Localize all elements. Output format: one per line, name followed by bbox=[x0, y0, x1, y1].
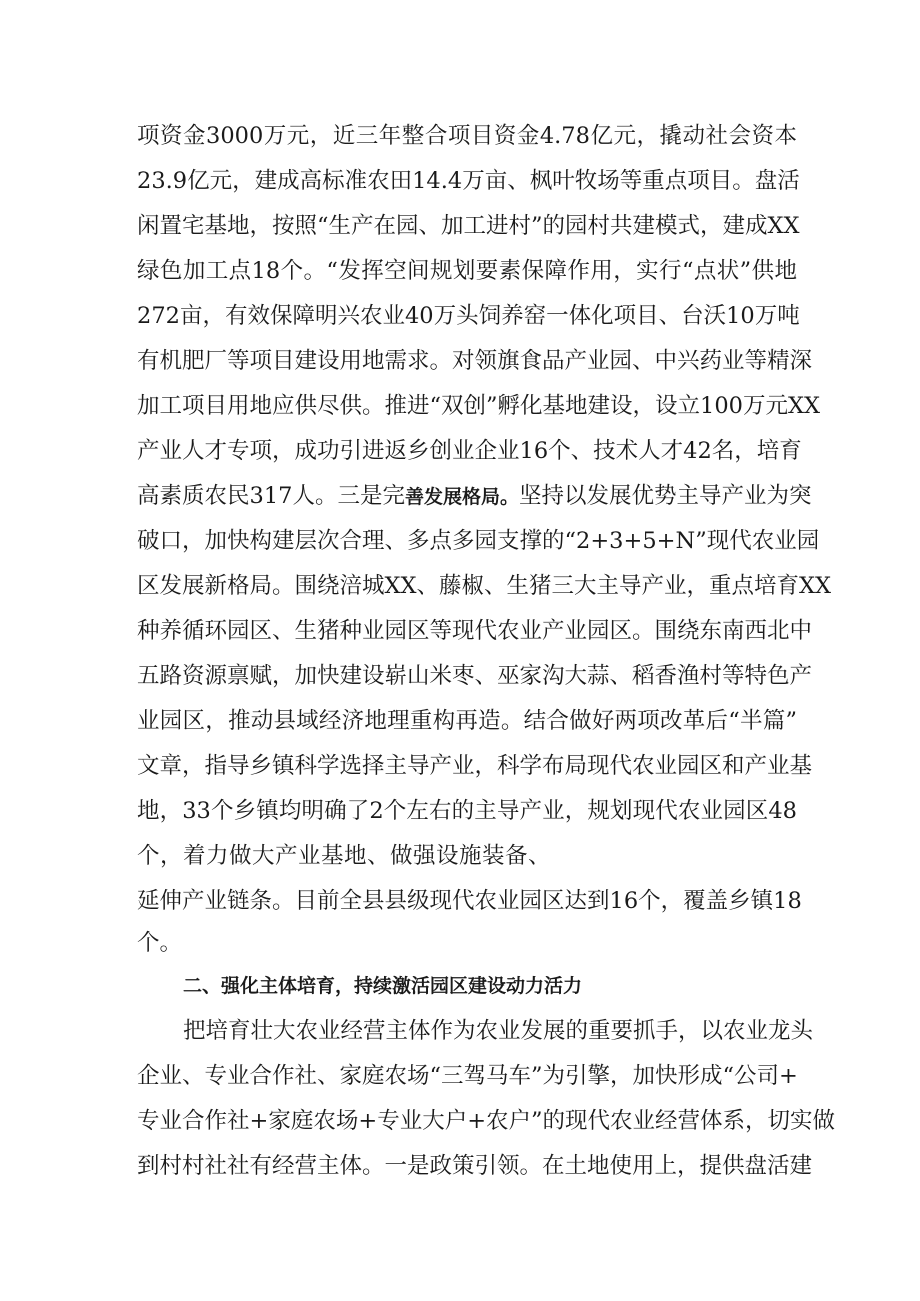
paragraph-line: 企业、专业合作社、家庭农场“三驾马车”为引擎，加快形成“公司+ bbox=[137, 1063, 798, 1089]
paragraph-line: 地，33个乡镇均明确了2个左右的主导产业，规划现代农业园区48 bbox=[137, 798, 797, 824]
paragraph-line: 文章，指导乡镇科学选择主导产业，科学布局现代农业园区和产业基 bbox=[137, 753, 813, 779]
paragraph-line: 延伸产业链条。目前全县县级现代农业园区达到16个，覆盖乡镇18 bbox=[137, 888, 802, 914]
paragraph-line: 加工项目用地应供尽供。推进“双创”孵化基地建设，设立100万元XX bbox=[137, 393, 820, 419]
paragraph-line: 破口，加快构建层次合理、多点多园支撑的“2+3+5+N”现代农业园 bbox=[137, 528, 820, 554]
paragraph-line: 闲置宅基地，按照“生产在园、加工进村”的园村共建模式，建成XX bbox=[137, 213, 800, 239]
paragraph-first-line: 把培育壮大农业经营主体作为农业发展的重要抓手，以农业龙头 bbox=[183, 1018, 814, 1044]
section-heading: 二、强化主体培育，持续激活园区建设动力活力 bbox=[183, 975, 583, 997]
paragraph-line: 个，着力做大产业基地、做强设施装备、 bbox=[137, 843, 552, 869]
paragraph-line: 区发展新格局。围绕涪城XX、藤椒、生猪三大主导产业，重点培育XX bbox=[137, 573, 832, 599]
paragraph-line: 产业人才专项，成功引进返乡创业企业16个、技术人才42名，培育 bbox=[137, 438, 802, 464]
text-run: 坚持以发展优势主导产业为突 bbox=[518, 483, 812, 509]
bold-phrase: 善发展格局。 bbox=[404, 486, 519, 508]
paragraph-line: 272亩，有效保障明兴农业40万头饲养窑一体化项目、台沃10万吨 bbox=[137, 303, 800, 329]
paragraph-line: 种养循环园区、生猪种业园区等现代农业产业园区。围绕东南西北中 bbox=[137, 618, 813, 644]
paragraph-line-mixed bbox=[137, 481, 812, 512]
paragraph-line: 项资金3000万元，近三年整合项目资金4.78亿元，撬动社会资本 bbox=[137, 123, 797, 149]
paragraph-line: 专业合作社+家庭农场+专业大户+农户”的现代农业经营体系，切实做 bbox=[137, 1108, 836, 1134]
paragraph-line: 到村村社社有经营主体。一是政策引领。在土地使用上，提供盘活建 bbox=[137, 1153, 813, 1179]
paragraph-line: 23.9亿元，建成高标准农田14.4万亩、枫叶牧场等重点项目。盘活 bbox=[137, 168, 800, 194]
paragraph-line: 五路资源禀赋，加快建设崭山米枣、巫家沟大蒜、稻香渔村等特色产 bbox=[137, 663, 813, 689]
paragraph-line: 有机肥厂等项目建设用地需求。对领旗食品产业园、中兴药业等精深 bbox=[137, 348, 813, 374]
paragraph-line: 业园区，推动县域经济地理重构再造。结合做好两项改革后“半篇” bbox=[137, 708, 797, 734]
paragraph-line: 个。 bbox=[137, 930, 183, 956]
text-run: 高素质农民317人。三是完 bbox=[137, 483, 405, 509]
paragraph-line: 绿色加工点18个。“发挥空间规划要素保障作用，实行“点状”供地 bbox=[137, 258, 797, 284]
